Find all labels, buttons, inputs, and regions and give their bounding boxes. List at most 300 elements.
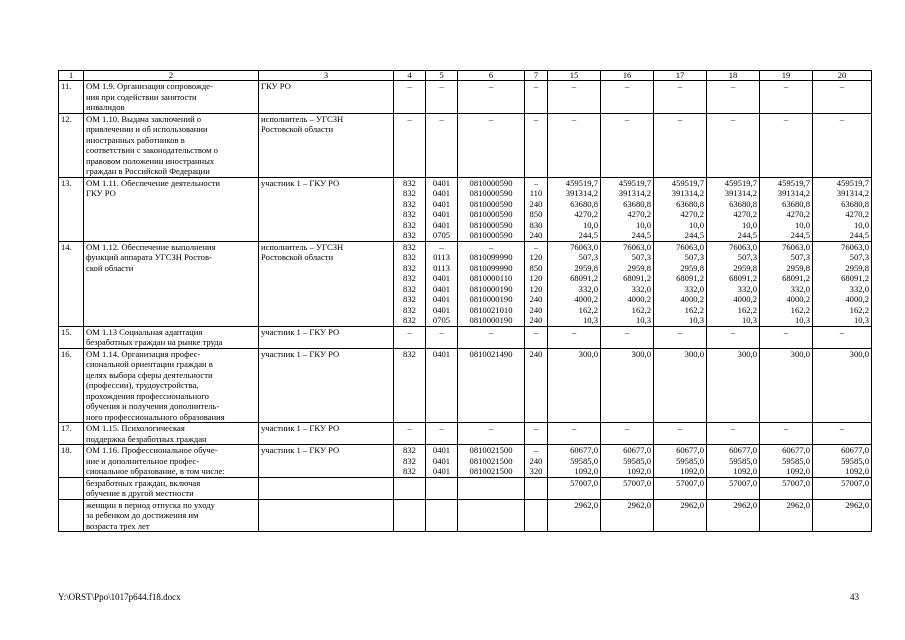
target-article-code-line: 0810021490 [469, 348, 513, 359]
expense-type-code [525, 177, 548, 241]
year-amount [601, 445, 654, 478]
measure-name-line: поддержка безработных граждан [86, 433, 207, 444]
target-article-code [458, 445, 525, 478]
expense-type-code-line: 240 [529, 304, 543, 315]
year-amount-line: 332,0 [849, 283, 869, 294]
column-header: 2 [84, 71, 259, 81]
expense-type-code [525, 445, 548, 478]
year-amount [548, 81, 601, 114]
year-amount [707, 326, 760, 348]
measure-name-line: ОМ 1.12. Обеспечение выполнения [86, 241, 216, 252]
expense-type-code-line: – [533, 177, 539, 188]
grbs-code-line: 832 [403, 241, 416, 252]
year-amount-line: 57007,0 [570, 477, 598, 488]
measure-name [84, 423, 259, 445]
year-amount-line: – [571, 326, 577, 337]
year-amount-line: 76063,0 [729, 241, 757, 252]
target-article-code [458, 499, 525, 532]
section-code-line: 0401 [432, 273, 451, 283]
column-header: 7 [525, 71, 548, 81]
year-amount-line: 4270,2 [733, 209, 757, 219]
section-code [426, 241, 458, 326]
section-code [426, 326, 458, 348]
grbs-code-line: 832 [403, 455, 416, 466]
measure-name-line: прохождения профессионального [86, 390, 209, 401]
row-number: 18. [59, 445, 84, 478]
year-amount-line: 10,3 [635, 315, 651, 325]
executor-line: участник 1 – ГКУ РО [261, 348, 340, 359]
year-amount [548, 348, 601, 423]
year-amount [813, 445, 872, 478]
year-amount-line: 1092,0 [786, 466, 810, 476]
year-amount-line: – [730, 81, 736, 91]
year-amount [707, 241, 760, 326]
year-amount-line: 507,3 [737, 252, 757, 262]
year-amount-line: 10,0 [635, 219, 651, 230]
executor-line: исполнитель – УГСЗН [261, 241, 344, 252]
year-amount-line: 57007,0 [782, 477, 810, 488]
measure-name [84, 326, 259, 348]
year-amount-line: 391314,2 [777, 188, 810, 198]
grbs-code [394, 423, 426, 445]
section-code [426, 477, 458, 499]
target-article-code [458, 326, 525, 348]
row-number: 11. [59, 81, 84, 114]
section-code-line: 0401 [432, 198, 451, 209]
year-amount-line: 57007,0 [729, 477, 757, 488]
year-amount [601, 499, 654, 532]
year-amount [654, 241, 707, 326]
section-code-line: – [439, 423, 444, 433]
year-amount-line: 507,3 [578, 252, 598, 262]
year-amount-line: – [839, 326, 845, 337]
year-amount-line: – [783, 113, 789, 124]
measure-name-line: сиональной ориентации граждан в [86, 359, 213, 369]
measure-name-line: обучения и получения дополнитель- [86, 401, 220, 411]
target-article-code-line: – [488, 423, 494, 433]
column-header: 5 [426, 71, 458, 81]
target-article-code-line: 0810099990 [469, 262, 513, 273]
grbs-code-line: 832 [403, 177, 416, 188]
year-amount-line: 63680,8 [676, 198, 704, 209]
year-amount-line: 4270,2 [786, 209, 810, 219]
section-code [426, 445, 458, 478]
year-amount-line: 4000,2 [845, 294, 869, 304]
year-amount-line: 300,0 [578, 348, 598, 359]
year-amount [654, 477, 707, 499]
year-amount-line: 2959,8 [627, 262, 651, 273]
year-amount-line: 4000,2 [627, 294, 651, 304]
year-amount-line: 162,2 [849, 304, 869, 315]
year-amount-line: 1092,0 [680, 466, 704, 476]
year-amount-line: 2962,0 [574, 499, 598, 510]
executor-line: Ростовской области [261, 124, 334, 134]
measure-name-line: целях выбора сферы деятельности [86, 369, 213, 380]
year-amount-line: – [677, 326, 683, 337]
executor-line: участник 1 – ГКУ РО [261, 423, 340, 433]
table-row [59, 81, 872, 114]
expense-type-code [525, 113, 548, 177]
year-amount-line: 57007,0 [623, 477, 651, 488]
grbs-code [394, 477, 426, 499]
year-amount-line: 332,0 [578, 283, 598, 294]
year-amount-line: 300,0 [631, 348, 651, 359]
year-amount-line: 2962,0 [680, 499, 704, 510]
grbs-code-line: – [407, 113, 412, 124]
table-row [59, 113, 872, 177]
header-row [59, 71, 872, 81]
target-article-code-line: 0810000590 [469, 198, 513, 209]
expense-type-code [525, 499, 548, 532]
year-amount-line: – [571, 423, 577, 433]
year-amount-line: 1092,0 [733, 466, 757, 476]
target-article-code-line: – [488, 326, 494, 337]
measure-name-line: ОМ 1.11. Обеспечение деятельности [86, 177, 221, 188]
measure-name [84, 348, 259, 423]
year-amount-line: 2962,0 [627, 499, 651, 510]
target-article-code [458, 423, 525, 445]
year-amount [548, 113, 601, 177]
year-amount [707, 477, 760, 499]
year-amount-line: 59585,0 [729, 455, 757, 466]
measure-name-line: возраста трех лет [86, 520, 150, 531]
year-amount-line: 2959,8 [845, 262, 869, 273]
column-header: 15 [548, 71, 601, 81]
year-amount-line: 4000,2 [680, 294, 704, 304]
year-amount [813, 499, 872, 532]
measure-name-line: ние и дополнительное профес- [86, 455, 200, 466]
year-amount-line: 59585,0 [782, 455, 810, 466]
measure-name-line: женщин в период отпуска по уходу [86, 499, 215, 510]
year-amount [601, 423, 654, 445]
year-amount [813, 81, 872, 114]
target-article-code-line: 0810000190 [469, 283, 513, 294]
section-code-line: 0113 [433, 262, 450, 273]
year-amount-line: 76063,0 [782, 241, 810, 252]
year-amount-line: 162,2 [684, 304, 704, 315]
year-amount [813, 423, 872, 445]
measure-name-line: функций аппарата УГСЗН Ростов- [86, 252, 212, 262]
section-code-line: – [439, 241, 444, 252]
year-amount-line: 391314,2 [724, 188, 757, 198]
measure-name [84, 81, 259, 114]
year-amount-line: 1092,0 [627, 466, 651, 476]
target-article-code-line: 0810000590 [469, 177, 513, 188]
year-amount-line: 507,3 [849, 252, 869, 262]
measure-name-line: правовом положении иностранных [86, 155, 215, 166]
target-article-code-line: 0810021500 [469, 466, 513, 476]
expense-type-code-line: – [533, 445, 539, 455]
year-amount-line: 10,0 [794, 219, 810, 230]
expense-type-code-line: 830 [529, 219, 543, 230]
measure-name-line: ного профессионального образования [86, 411, 225, 422]
year-amount [707, 499, 760, 532]
year-amount [601, 177, 654, 241]
year-amount [548, 477, 601, 499]
year-amount [654, 499, 707, 532]
grbs-code [394, 241, 426, 326]
year-amount-line: 63680,8 [623, 198, 651, 209]
grbs-code-line: 832 [403, 252, 416, 262]
target-article-code-line: 0810000590 [469, 219, 513, 230]
section-code-line: 0401 [432, 188, 451, 198]
year-amount-line: 391314,2 [618, 188, 651, 198]
measure-name-line: ской области [86, 262, 134, 273]
year-amount-line: 391314,2 [836, 188, 869, 198]
year-amount [601, 477, 654, 499]
year-amount-line: 4000,2 [733, 294, 757, 304]
grbs-code [394, 113, 426, 177]
expense-type-code-line: 120 [529, 252, 543, 262]
year-amount-line: – [839, 113, 845, 124]
executor-line: ГКУ РО [261, 81, 291, 91]
table-row [59, 177, 872, 241]
section-code [426, 423, 458, 445]
target-article-code-line: 0810000110 [469, 273, 513, 283]
measure-name-line: за ребенком до достижения им [86, 510, 199, 520]
column-header: 20 [813, 71, 872, 81]
year-amount-line: 332,0 [790, 283, 810, 294]
year-amount [654, 326, 707, 348]
measure-name-line: (профессии), трудоустройства, [86, 380, 199, 390]
year-amount-line: 244,5 [684, 230, 704, 240]
year-amount-line: 10,3 [582, 315, 598, 325]
section-code-line: 0401 [432, 455, 451, 466]
expense-type-code-line: 240 [529, 294, 543, 304]
year-amount-line: 76063,0 [676, 241, 704, 252]
measure-name [84, 477, 259, 499]
grbs-code-line: 832 [403, 219, 416, 230]
year-amount-line: 76063,0 [570, 241, 598, 252]
row-number [59, 477, 84, 499]
measure-name-line: инвалидов [86, 102, 125, 112]
year-amount-line: 2962,0 [733, 499, 757, 510]
year-amount [707, 81, 760, 114]
year-amount [548, 499, 601, 532]
section-code-line: 0401 [432, 283, 451, 294]
year-amount-line: – [677, 423, 683, 433]
expense-type-code [525, 477, 548, 499]
year-amount [548, 177, 601, 241]
measure-name-line: привлечении и об использовании [86, 124, 208, 134]
year-amount-line: 10,0 [853, 219, 869, 230]
year-amount-line: 332,0 [684, 283, 704, 294]
table-row [59, 423, 872, 445]
target-article-code-line: 0810000590 [469, 188, 513, 198]
year-amount-line: 10,0 [741, 219, 757, 230]
expense-type-code-line: 850 [529, 209, 543, 219]
executor [259, 445, 394, 478]
target-article-code-line: – [488, 113, 494, 124]
year-amount [760, 477, 813, 499]
section-code-line: 0401 [432, 209, 451, 219]
measure-name-line: ГКУ РО [86, 188, 116, 198]
year-amount-line: 507,3 [631, 252, 651, 262]
year-amount [707, 113, 760, 177]
year-amount-line: 162,2 [578, 304, 598, 315]
target-article-code-line: – [488, 241, 494, 252]
year-amount-line: – [624, 113, 630, 124]
table-row [59, 348, 872, 423]
measure-name-line: обучение в другой местности [86, 488, 194, 498]
year-amount-line: 4000,2 [574, 294, 598, 304]
year-amount [601, 113, 654, 177]
executor-line: участник 1 – ГКУ РО [261, 326, 340, 337]
row-number: 17. [59, 423, 84, 445]
year-amount-line: 2959,8 [574, 262, 598, 273]
year-amount [760, 113, 813, 177]
year-amount-line: 57007,0 [676, 477, 704, 488]
year-amount-line: 4270,2 [680, 209, 704, 219]
expense-type-code-line: 240 [529, 198, 543, 209]
year-amount-line: 60677,0 [623, 445, 651, 455]
table-row [59, 241, 872, 326]
grbs-code-line: 832 [403, 294, 416, 304]
measure-name [84, 445, 259, 478]
year-amount-line: 4000,2 [786, 294, 810, 304]
grbs-code-line: 832 [403, 315, 416, 325]
year-amount-line: 2959,8 [786, 262, 810, 273]
grbs-code-line: – [407, 81, 412, 91]
year-amount-line: 459519,7 [565, 177, 598, 188]
executor-line: участник 1 – ГКУ РО [261, 177, 340, 188]
target-article-code-line: 0810000590 [469, 209, 513, 219]
section-code-line: – [439, 113, 444, 124]
year-amount-line: 59585,0 [841, 455, 869, 466]
year-amount-line: 68091,2 [676, 273, 704, 283]
grbs-code-line: – [407, 326, 412, 337]
table-row [59, 477, 872, 499]
year-amount-line: 68091,2 [729, 273, 757, 283]
year-amount-line: 4270,2 [845, 209, 869, 219]
grbs-code-line: 832 [403, 188, 416, 198]
measure-name-line: ОМ 1.9. Организация сопровожде- [86, 81, 213, 91]
section-code [426, 113, 458, 177]
target-article-code-line: 0810021500 [469, 445, 513, 455]
footer-file-path: Y:\ORST\Ppo\1017p644.f18.docx [58, 592, 181, 602]
year-amount [601, 81, 654, 114]
document-page [58, 70, 869, 532]
executor-line: участник 1 – ГКУ РО [261, 445, 340, 455]
year-amount [707, 177, 760, 241]
target-article-code-line: 0810000190 [469, 294, 513, 304]
year-amount-line: 10,3 [794, 315, 810, 325]
year-amount [813, 326, 872, 348]
year-amount-line: – [624, 326, 630, 337]
year-amount [548, 326, 601, 348]
target-article-code [458, 113, 525, 177]
column-header: 4 [394, 71, 426, 81]
section-code-line: 0401 [432, 177, 451, 188]
grbs-code [394, 499, 426, 532]
year-amount-line: 60677,0 [841, 445, 869, 455]
target-article-code-line: 0810000590 [469, 230, 513, 240]
year-amount-line: 4270,2 [627, 209, 651, 219]
year-amount-line: – [839, 81, 845, 91]
expense-type-code-line: – [533, 326, 539, 337]
year-amount-line: 300,0 [849, 348, 869, 359]
section-code-line: 0705 [432, 315, 451, 325]
expense-type-code-line: 120 [529, 273, 543, 283]
year-amount-line: 391314,2 [565, 188, 598, 198]
grbs-code-line: 832 [403, 445, 416, 455]
executor [259, 241, 394, 326]
year-amount-line: 59585,0 [623, 455, 651, 466]
year-amount-line: – [571, 113, 577, 124]
year-amount [654, 81, 707, 114]
section-code-line: 0401 [432, 294, 451, 304]
section-code [426, 499, 458, 532]
expense-type-code [525, 326, 548, 348]
target-article-code [458, 348, 525, 423]
year-amount [654, 445, 707, 478]
year-amount-line: 63680,8 [729, 198, 757, 209]
year-amount [760, 348, 813, 423]
section-code-line: 0401 [432, 445, 451, 455]
year-amount-line: 507,3 [790, 252, 810, 262]
expense-type-code [525, 423, 548, 445]
year-amount [707, 445, 760, 478]
grbs-code-line: 832 [403, 262, 416, 273]
measure-name [84, 499, 259, 532]
expense-type-code-line: – [533, 81, 539, 91]
year-amount-line: – [783, 81, 789, 91]
expense-type-code-line: 240 [529, 230, 543, 240]
year-amount-line: 300,0 [790, 348, 810, 359]
measure-name-line: соответствии с законодательством о [86, 145, 218, 155]
column-header: 16 [601, 71, 654, 81]
year-amount-line: 76063,0 [841, 241, 869, 252]
grbs-code-line: – [407, 423, 412, 433]
column-header: 17 [654, 71, 707, 81]
expense-type-code [525, 348, 548, 423]
year-amount [707, 348, 760, 423]
year-amount [813, 241, 872, 326]
year-amount-line: 68091,2 [841, 273, 869, 283]
year-amount [707, 423, 760, 445]
target-article-code [458, 477, 525, 499]
year-amount-line: – [624, 423, 630, 433]
year-amount [760, 326, 813, 348]
grbs-code-line: 832 [403, 304, 416, 315]
year-amount-line: 10,3 [741, 315, 757, 325]
year-amount [760, 81, 813, 114]
measure-name-line: ОМ 1.10. Выдача заключений о [86, 113, 202, 124]
measure-name-line: ния при содействии занятости [86, 91, 197, 102]
column-header: 3 [259, 71, 394, 81]
year-amount-line: 68091,2 [782, 273, 810, 283]
year-amount-line: 63680,8 [841, 198, 869, 209]
measure-name-line: сиональное образование, в том числе: [86, 466, 225, 476]
expense-type-code-line: – [533, 241, 539, 252]
year-amount [654, 423, 707, 445]
year-amount-line: 60677,0 [676, 445, 704, 455]
year-amount-line: 1092,0 [845, 466, 869, 476]
section-code [426, 348, 458, 423]
year-amount-line: – [624, 81, 630, 91]
year-amount-line: 59585,0 [676, 455, 704, 466]
column-header: 6 [458, 71, 525, 81]
measure-name-line: ОМ 1.14. Организация профес- [86, 348, 201, 359]
grbs-code [394, 445, 426, 478]
year-amount-line: 60677,0 [782, 445, 810, 455]
year-amount-line: – [730, 423, 736, 433]
row-number: 16. [59, 348, 84, 423]
year-amount-line: – [783, 326, 789, 337]
expense-type-code-line: – [533, 423, 539, 433]
budget-table [58, 70, 872, 532]
table-row [59, 445, 872, 478]
